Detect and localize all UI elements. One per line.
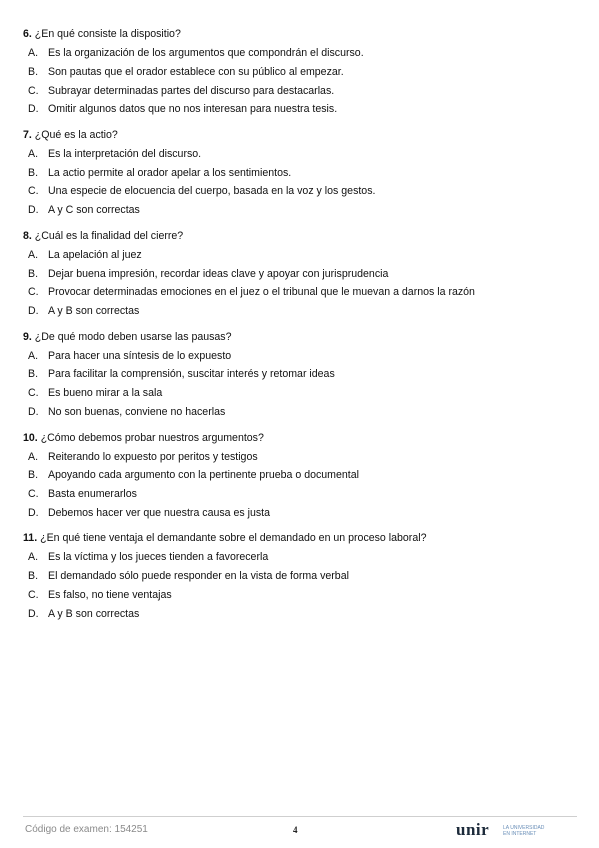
option-letter: A. <box>28 47 39 59</box>
question-block <box>23 128 583 217</box>
option-letter: C. <box>28 387 39 400</box>
option-text: Reiterando lo expuesto por peritos y testigos <box>48 450 258 463</box>
option-text: Para facilitar la comprensión, suscitar interés y retomar ideas <box>48 368 335 381</box>
answer-option <box>23 267 583 281</box>
option-letter: B. <box>28 267 39 280</box>
question-number: 9. <box>23 330 32 343</box>
option-text: Dejar buena impresión, recordar ideas clave y apoyar con jurisprudencia <box>48 267 389 280</box>
question-block <box>23 531 583 620</box>
answer-option <box>23 450 583 464</box>
question-block <box>23 431 583 520</box>
option-text: Es la víctima y los jueces tienden a favorecerla <box>48 551 269 564</box>
answer-option <box>23 203 583 217</box>
option-text: Subrayar determinadas partes del discurso para destacarlas. <box>48 84 335 97</box>
option-letter: B. <box>28 368 39 381</box>
exam-code: Código de examen: 154251 <box>25 824 148 835</box>
question-number: 7. <box>23 128 32 141</box>
option-text: A y B son correctas <box>48 305 140 318</box>
question-number: 8. <box>23 229 32 242</box>
option-text: A y B son correctas <box>48 607 140 620</box>
option-letter: D. <box>28 607 39 620</box>
option-letter: C. <box>28 185 39 198</box>
option-letter: B. <box>28 65 39 78</box>
option-letter: B. <box>28 570 39 583</box>
answer-option <box>23 349 583 363</box>
question-text: ¿Qué es la actio? <box>34 128 118 141</box>
question-text: ¿En qué tiene ventaja el demandante sobre el demandado en un proceso laboral? <box>40 532 427 545</box>
option-text: Omitir algunos datos que no nos interesan para nuestra tesis. <box>48 103 338 116</box>
question-list <box>23 27 583 632</box>
option-letter: D. <box>28 305 39 318</box>
option-letter: D. <box>28 103 39 116</box>
question-line <box>23 128 583 142</box>
question-block <box>23 27 583 116</box>
answer-option <box>23 184 583 198</box>
option-text: Debemos hacer ver que nuestra causa es justa <box>48 506 271 519</box>
question-line <box>23 229 583 243</box>
option-letter: A. <box>28 450 39 463</box>
question-text: ¿De qué modo deben usarse las pausas? <box>34 330 232 343</box>
page-footer <box>23 816 577 839</box>
answer-option <box>23 607 583 621</box>
question-number: 10. <box>23 431 38 444</box>
logo-tagline-line-2: EN INTERNET <box>503 831 537 837</box>
question-line <box>23 531 583 545</box>
option-letter: A. <box>28 551 39 564</box>
option-text: A y C son correctas <box>48 204 140 217</box>
question-block <box>23 229 583 318</box>
answer-option <box>23 588 583 602</box>
option-letter: C. <box>28 84 39 97</box>
option-text: Son pautas que el orador establece con su público al empezar. <box>48 65 344 78</box>
logo-tagline <box>503 825 563 837</box>
question-block <box>23 330 583 419</box>
option-text: La actio permite al orador apelar a los sentimientos. <box>48 166 292 179</box>
option-letter: A. <box>28 349 39 362</box>
answer-option <box>23 84 583 98</box>
answer-option <box>23 569 583 583</box>
answer-option <box>23 304 583 318</box>
option-letter: D. <box>28 406 39 419</box>
question-line <box>23 431 583 445</box>
option-letter: D. <box>28 506 39 519</box>
answer-option <box>23 46 583 60</box>
question-text: ¿Cómo debemos probar nuestros argumentos? <box>40 431 264 444</box>
option-text: Es falso, no tiene ventajas <box>48 589 172 602</box>
answer-option <box>23 285 583 299</box>
option-text: El demandado sólo puede responder en la vista de forma verbal <box>48 570 349 583</box>
answer-option <box>23 550 583 564</box>
answer-option <box>23 65 583 79</box>
option-letter: C. <box>28 488 39 501</box>
option-text: Una especie de elocuencia del cuerpo, basada en la voz y los gestos. <box>48 185 376 198</box>
answer-option <box>23 166 583 180</box>
page-number: 4 <box>293 825 298 835</box>
option-text: Para hacer una síntesis de lo expuesto <box>48 349 232 362</box>
option-text: La apelación al juez <box>48 248 142 261</box>
answer-option <box>23 102 583 116</box>
option-text: Es la organización de los argumentos que compondrán el discurso. <box>48 47 364 59</box>
option-text: Apoyando cada argumento con la pertinente prueba o documental <box>48 469 359 482</box>
option-letter: C. <box>28 589 39 602</box>
answer-option <box>23 405 583 419</box>
question-line <box>23 330 583 344</box>
option-text: Provocar determinadas emociones en el juez o el tribunal que le muevan a darnos la razón <box>48 286 475 299</box>
option-letter: B. <box>28 166 39 179</box>
answer-option <box>23 487 583 501</box>
answer-option <box>23 367 583 381</box>
answer-option <box>23 506 583 520</box>
option-text: Es bueno mirar a la sala <box>48 387 163 400</box>
question-text: ¿Cuál es la finalidad del cierre? <box>34 229 184 242</box>
answer-option <box>23 248 583 262</box>
option-letter: B. <box>28 469 39 482</box>
answer-option <box>23 468 583 482</box>
option-letter: A. <box>28 147 39 160</box>
option-text: No son buenas, conviene no hacerlas <box>48 406 226 419</box>
question-number: 11. <box>23 532 38 545</box>
answer-option <box>23 147 583 161</box>
option-letter: D. <box>28 204 39 217</box>
option-letter: A. <box>28 248 39 261</box>
question-text: ¿En qué consiste la dispositio? <box>34 28 181 40</box>
question-number: 6. <box>23 28 32 40</box>
logo-wordmark: unir <box>456 820 490 839</box>
logo-tagline-line-1: LA UNIVERSIDAD <box>503 825 545 831</box>
question-line <box>23 27 583 41</box>
option-text: Basta enumerarlos <box>48 488 137 501</box>
option-letter: C. <box>28 286 39 299</box>
answer-option <box>23 386 583 400</box>
option-text: Es la interpretación del discurso. <box>48 147 202 160</box>
